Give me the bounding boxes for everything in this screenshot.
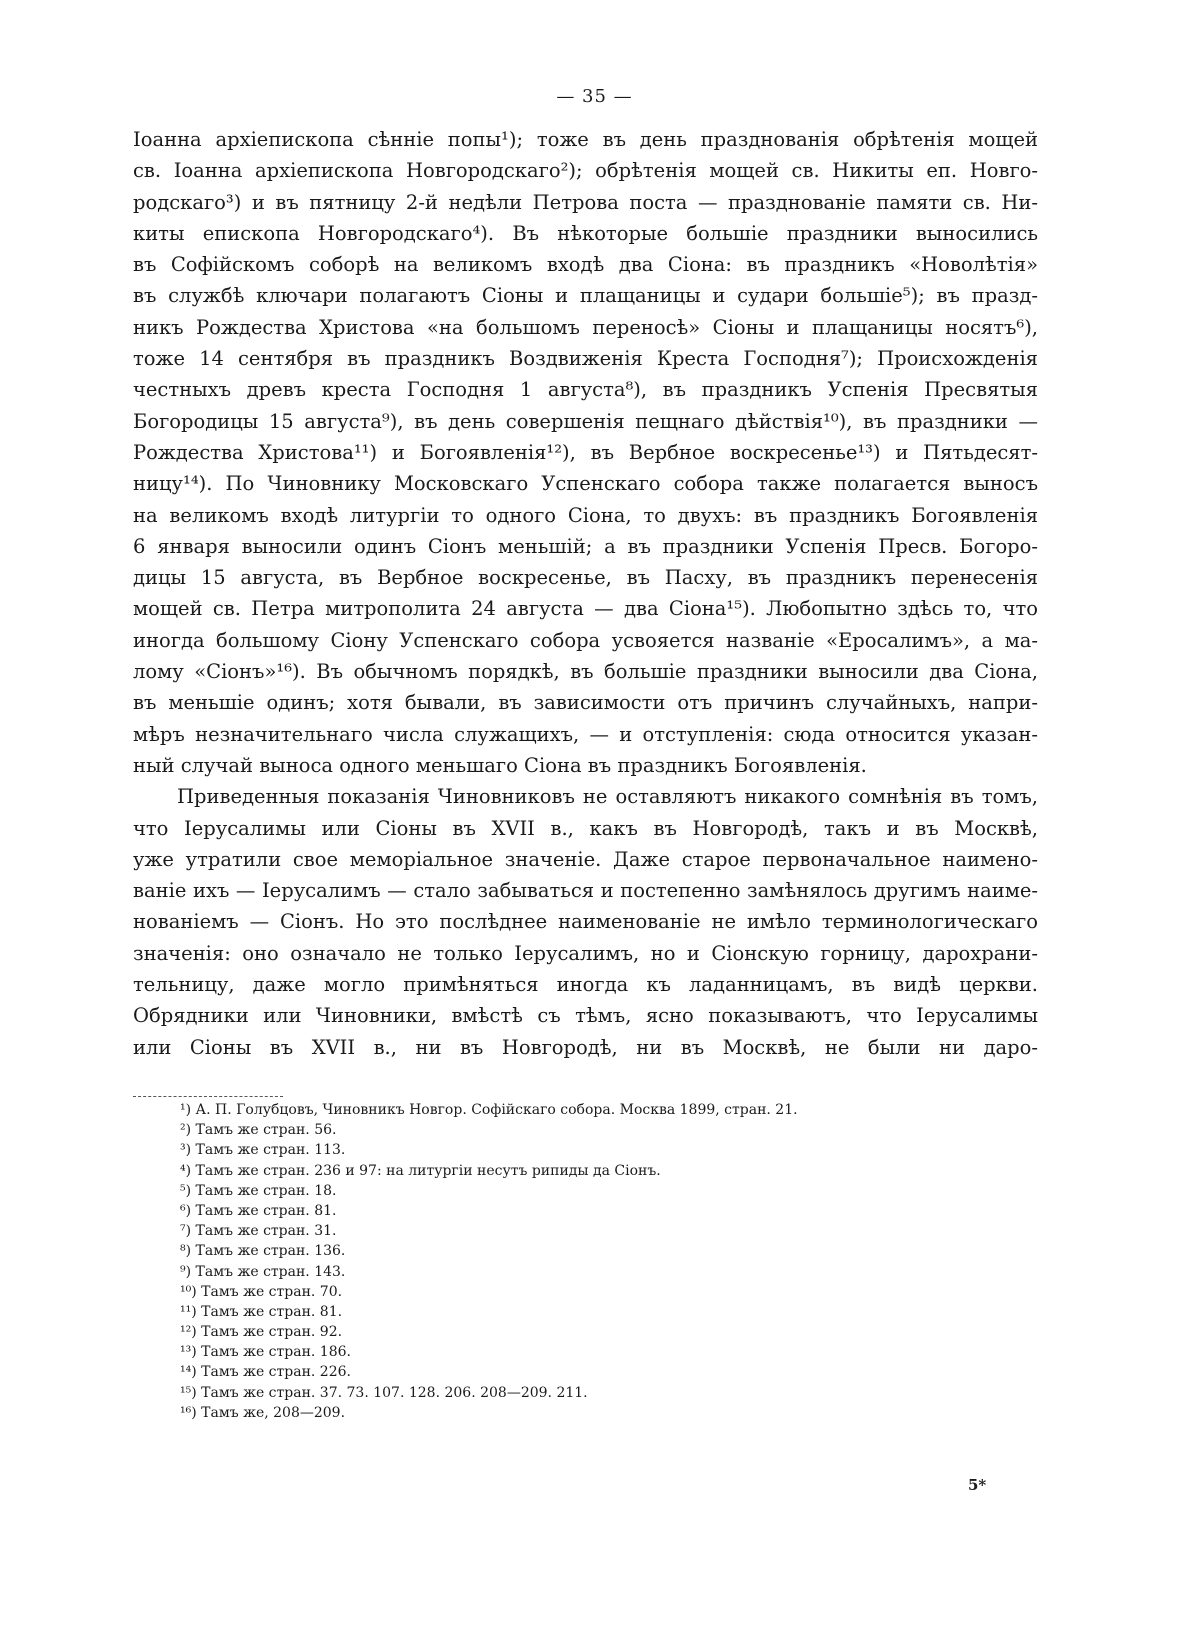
footnote: ¹²) Тамъ же стран. 92.	[180, 1324, 343, 1341]
body-line: уже утратили свое меморіальное значеніе. Даже старое первоначальное наимено-	[133, 847, 1038, 871]
footnote: ⁵) Тамъ же стран. 18.	[180, 1182, 337, 1199]
footnote: ¹⁵) Тамъ же стран. 37. 73. 107. 128. 206. 208—209. 211.	[180, 1384, 588, 1401]
body-line: ваніе ихъ — Іерусалимъ — стало забываться и постепенно замѣнялось другимъ наиме-	[133, 879, 1038, 903]
body-line: Рождества Христова¹¹) и Богоявленія¹²), въ Вербное воскресенье¹³) и Пятьдесят-	[133, 440, 1038, 464]
body-line: никъ Рождества Христова «на большомъ переносѣ» Сіоны и плащаницы носятъ⁶),	[133, 315, 1038, 339]
body-line: тельницу, даже могло примѣняться иногда къ ладанницамъ, въ видѣ церкви.	[133, 973, 1038, 997]
body-line: въ службѣ ключари полагаютъ Сіоны и плащаницы и судари большіе⁵); въ празд-	[133, 284, 1038, 308]
body-line: св. Іоанна архіепископа Новгородскаго²); обрѣтенія мощей св. Никиты еп. Новго-	[133, 159, 1038, 183]
body-line: или Сіоны въ XVII в., ни въ Новгородѣ, ни въ Москвѣ, не были ни даро-	[133, 1035, 1038, 1059]
body-line: мощей св. Петра митрополита 24 августа — два Сіона¹⁵). Любопытно здѣсь то, что	[133, 597, 1038, 621]
footnote: ¹⁰) Тамъ же стран. 70.	[180, 1283, 343, 1300]
body-line: Приведенныя показанія Чиновниковъ не оставляютъ никакого сомнѣнія въ томъ,	[177, 785, 1038, 809]
page-number: — 35 —	[556, 86, 633, 107]
body-line: Обрядники или Чиновники, вмѣстѣ съ тѣмъ, ясно показываютъ, что Іерусалимы	[133, 1004, 1038, 1028]
footnote: ³) Тамъ же стран. 113.	[180, 1142, 346, 1159]
footnote: ²) Тамъ же стран. 56.	[180, 1122, 337, 1139]
footnotes	[180, 1100, 1000, 1423]
footnote: ⁸) Тамъ же стран. 136.	[180, 1243, 346, 1260]
body-line: ный случай выноса одного меньшаго Сіона въ праздникъ Богоявленія.	[133, 753, 867, 777]
printer-signature-mark: 5*	[968, 1476, 987, 1494]
footnote-divider	[133, 1096, 283, 1097]
body-line: дицы 15 августа, въ Вербное воскресенье, въ Пасху, въ праздникъ перенесенія	[133, 566, 1038, 590]
body-line: киты епископа Новгородскаго⁴). Въ нѣкоторые большіе праздники выносились	[133, 221, 1038, 245]
body-line: лому «Сіонъ»¹⁶). Въ обычномъ порядкѣ, въ большіе праздники выносили два Сіона,	[133, 660, 1038, 684]
footnote: ¹⁶) Тамъ же, 208—209.	[180, 1404, 346, 1421]
body-line: на великомъ входѣ литургіи то одного Сіона, то двухъ: въ праздникъ Богоявленія	[133, 503, 1038, 527]
body-line: иногда большому Сіону Успенскаго собора усвояется названіе «Еросалимъ», а ма-	[133, 628, 1038, 652]
body-line: значенія: оно означало не только Іерусалимъ, но и Сіонскую горницу, дарохрани-	[133, 941, 1038, 965]
body-line: въ Софійскомъ соборѣ на великомъ входѣ два Сіона: въ праздникъ «Новолѣтія»	[133, 253, 1038, 277]
footnote: ⁴) Тамъ же стран. 236 и 97: на литургіи несутъ рипиды да Сіонъ.	[180, 1162, 661, 1179]
body-line: 6 января выносили одинъ Сіонъ меньшій; а въ праздники Успенія Пресв. Богоро-	[133, 534, 1038, 558]
body-line: тоже 14 сентября въ праздникъ Воздвиженія Креста Господня⁷); Происхожденія	[133, 347, 1038, 371]
footnote: ¹¹) Тамъ же стран. 81.	[180, 1303, 343, 1320]
body-line: мѣръ незначительнаго числа служащихъ, — и отступленія: сюда относится указан-	[133, 722, 1038, 746]
footnote: ⁶) Тамъ же стран. 81.	[180, 1202, 337, 1219]
body-line: ницу¹⁴). По Чиновнику Московскаго Успенскаго собора также полагается выносъ	[133, 472, 1038, 496]
footnote: ¹) А. П. Голубцовъ, Чиновникъ Новгор. Софійскаго собора. Москва 1899, стран. 21.	[180, 1102, 798, 1118]
footnote: ¹⁴) Тамъ же стран. 226.	[180, 1364, 351, 1381]
body-text	[133, 124, 1038, 1063]
footnote: ¹³) Тамъ же стран. 186.	[180, 1344, 351, 1361]
body-line: честныхъ древъ креста Господня 1 августа⁸), въ праздникъ Успенія Пресвятыя	[133, 378, 1038, 402]
body-line: въ меньшіе одинъ; хотя бывали, въ зависимости отъ причинъ случайныхъ, напри-	[133, 691, 1038, 715]
body-line: Богородицы 15 августа⁹), въ день совершенія пещнаго дѣйствія¹⁰), въ праздники —	[133, 409, 1038, 433]
body-line: родскаго³) и въ пятницу 2-й недѣли Петрова поста — празднованіе памяти св. Ни-	[133, 190, 1038, 214]
body-line: Іоанна архіепископа сѣнніе попы¹); тоже въ день празднованія обрѣтенія мощей	[133, 128, 1038, 151]
footnote: ⁹) Тамъ же стран. 143.	[180, 1263, 346, 1280]
body-line: что Іерусалимы или Сіоны въ XVII в., какъ въ Новгородѣ, такъ и въ Москвѣ,	[133, 816, 1038, 840]
footnote: ⁷) Тамъ же стран. 31.	[180, 1223, 337, 1240]
body-line: нованіемъ — Сіонъ. Но это послѣднее наименованіе не имѣло терминологическаго	[133, 910, 1038, 934]
